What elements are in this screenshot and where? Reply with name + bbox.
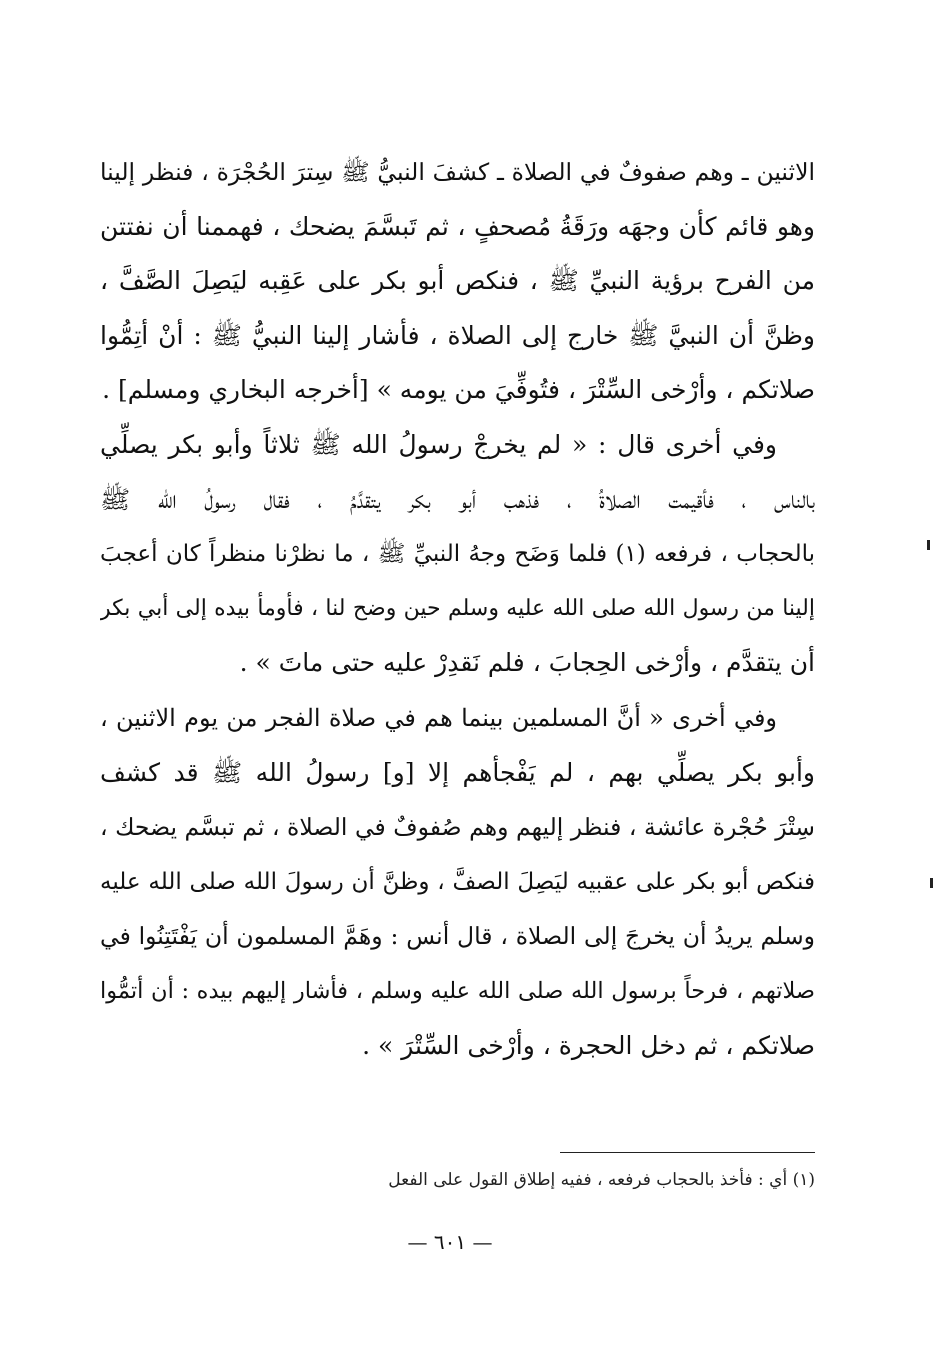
text-line: فنكص أبو بكر على عقبيه ليَصِلَ الصفَّ ، وظنَّ أن رسولَ الله صلى الله عليه (100, 868, 815, 895)
text-line: من الفرح برؤية النبيِّ ﷺ ، فنكص أبو بكر على عَقِبه ليَصِلَ الصَّفَّ ، (100, 266, 815, 296)
text-line: وهو قائم كأن وجهَه ورَقَةُ مُصحفٍ ، ثم تَبسَّمَ يضحك ، فهممنا أن نفتتن (100, 211, 815, 241)
text-line: وظنَّ أن النبيَّ ﷺ خارج إلى الصلاة ، فأشار إلينا النبيُّ ﷺ : أنْ أتِمُّوا (100, 320, 815, 350)
text-line: إلينا من رسول الله صلى الله عليه وسلم حين وضح لنا ، فأومأ بيده إلى أبي بكر (100, 595, 815, 621)
text-line: بالحجاب ، فرفعه (١) فلما وَضَح وجهُ النبيِّ ﷺ ، ما نظرْنا منظراً كان أعجبَ (100, 541, 815, 568)
text-line: أن يتقدَّم ، وأرْخى الحِجابَ ، فلم نَقدِرْ عليه حتى ماتَ » . (239, 648, 815, 678)
text-line: الاثنين ـ وهم صفوفٌ في الصلاة ـ كشفَ النبيُّ ﷺ سِترَ الحُجْرَة ، فنظر إلينا (100, 158, 815, 186)
page-number: — ٦٠١ — (407, 1230, 493, 1254)
main-text (100, 145, 815, 1073)
text-line: صلاتهم ، فرحاً برسول الله صلى الله عليه وسلم ، فأشار إليهم بيده : أن أتمُّوا (100, 977, 815, 1004)
text-line: وفي أخرى « أنَّ المسلمين بينما هم في صلاة الفجر من يوم الاثنين ، (100, 703, 777, 732)
margin-mark (930, 878, 933, 888)
text-line: صلاتكم ، ثم دخل الحجرة ، وأرْخى السِّتْرَ » . (362, 1030, 815, 1060)
text-line: سِتْرَ حُجْرة عائشة ، فنظر إليهم وهم صُفوفٌ في الصلاة ، ثم تبسَّم يضحك ، (100, 813, 815, 842)
footnote-divider (560, 1152, 815, 1153)
margin-mark (927, 540, 930, 550)
text-line: صلاتكم ، وأرْخى السِّتْرَ ، فتُوفِّيَ من يومه » [أخرجه البخاري ومسلم] . (102, 375, 815, 405)
text-line: وفي أخرى قال : « لم يخرجْ رسولُ الله ﷺ ثلاثاً وأبو بكر يصلِّي (100, 429, 777, 459)
text-line: وسلم يريدُ أن يخرجَ إلى الصلاة ، قال أنس : وهَمَّ المسلمون أن يَفْتَتِنُوا في (100, 922, 815, 951)
footnote: (١) أي : فأخذ بالحجاب فرفعه ، ففيه إطلاق القول على الفعل (388, 1170, 815, 1190)
text-line: وأبو بكر يصلِّي بهم ، لم يَفْجأهم إلا [و] رسولُ الله ﷺ قد كشف (100, 757, 815, 787)
text-line: بالناس ، فأقيمت الصلاةُ ، فذهب أبو بكر يتقدَّمُ ، فقال رسولُ الله ﷺ (100, 484, 815, 514)
